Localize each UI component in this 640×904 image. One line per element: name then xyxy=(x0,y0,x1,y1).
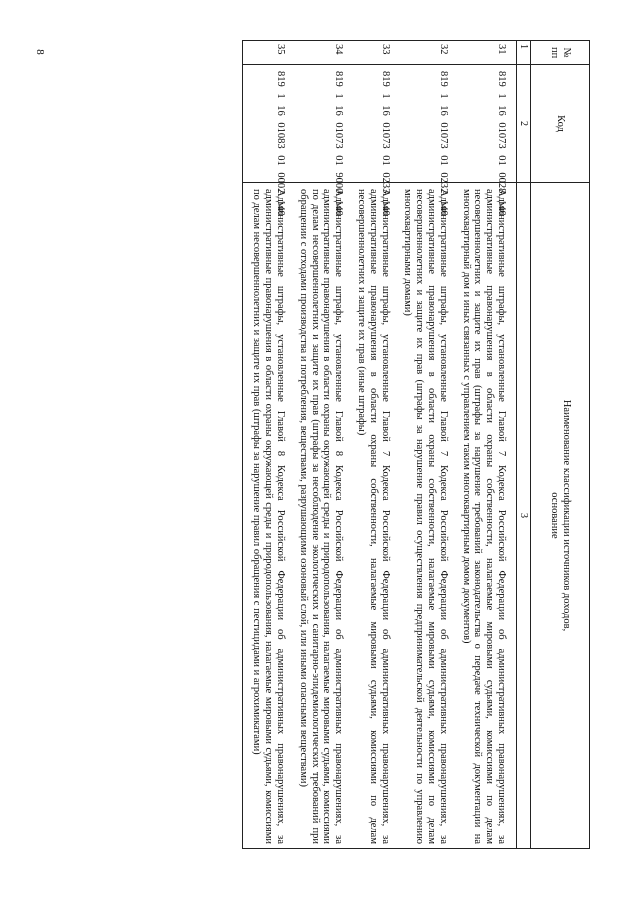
table-row xyxy=(347,41,393,849)
row-description: Административные штрафы, установленные Главой 7 Кодекса Российской Федерации об административных правонарушениях, за административные правонарушения в области охраны собственности, налагаемые мировыми судьями, комиссиями по делам несовершеннолетних и защите их прав (иные штрафы) xyxy=(347,183,393,849)
column-number: 1 xyxy=(517,41,531,65)
page-number: 8 xyxy=(34,49,46,55)
row-code: 819 1 16 01073 01 0028 140 xyxy=(452,65,510,183)
row-number: 34 xyxy=(289,41,347,65)
row-number: 33 xyxy=(347,41,393,65)
row-description: Административные штрафы, установленные Главой 8 Кодекса Российской Федерации об административных правонарушениях, за административные правонарушения в области охраны окружающей среды и природопользования, налагаемые мировыми судьями, комиссиями по делам несовершеннолетних и защите их прав (штрафы за несоблюдение экологических и санитарно-эпидемиологических требований при обращении с отходами производства и потребления, веществами, разрушающими озоновый слой, или иными опасными веществами) xyxy=(289,183,347,849)
header-number: № пп xyxy=(531,41,590,65)
row-number: 35 xyxy=(242,41,289,65)
row-code: 819 1 16 01073 01 0233 140 xyxy=(347,65,393,183)
row-number: 32 xyxy=(394,41,452,65)
header-name: Наименование классификации источников доходов, основание xyxy=(531,183,590,849)
rotated-page-content xyxy=(102,40,590,848)
row-description: Административные штрафы, установленные Главой 7 Кодекса Российской Федерации об административных правонарушениях, за административные правонарушения в области охраны собственности, налагаемые мировыми судьями, комиссиями по делам несовершеннолетних и защите их прав (штрафы за нарушение требований законодательства о передаче технической документации на многоквартирный дом и иных связанных с управлением таким многоквартирным домом документов) xyxy=(452,183,510,849)
table-header-row xyxy=(531,41,590,849)
column-number-row xyxy=(517,41,531,849)
row-code: 819 1 16 01073 01 0232 140 xyxy=(394,65,452,183)
row-description: Административные штрафы, установленные Главой 7 Кодекса Российской Федерации об административных правонарушениях, за административные правонарушения в области охраны собственности, налагаемые мировыми судьями, комиссиями по делам несовершеннолетних и защите их прав (штрафы за нарушение правил осуществления предпринимательской деятельности по управлению многоквартирными домами) xyxy=(394,183,452,849)
table-row xyxy=(242,41,289,849)
row-code: 819 1 16 01073 01 9000 140 xyxy=(289,65,347,183)
revenue-classification-table xyxy=(242,40,590,849)
header-code: Код xyxy=(531,65,590,183)
table-row xyxy=(394,41,452,849)
column-number: 2 xyxy=(517,65,531,183)
table-row xyxy=(452,41,510,849)
column-number: 3 xyxy=(517,183,531,849)
row-description: Административные штрафы, установленные Главой 8 Кодекса Российской Федерации об административных правонарушениях, за административные правонарушения в области охраны окружающей среды и природопользования, налагаемые мировыми судьями, комиссиями по делам несовершеннолетних и защите их прав (штрафы за нарушение правил обращения с пестицидами и агрохимикатами) xyxy=(242,183,289,849)
row-number: 31 xyxy=(452,41,510,65)
row-code: 819 1 16 01083 01 0002 140 xyxy=(242,65,289,183)
table-row xyxy=(289,41,347,849)
